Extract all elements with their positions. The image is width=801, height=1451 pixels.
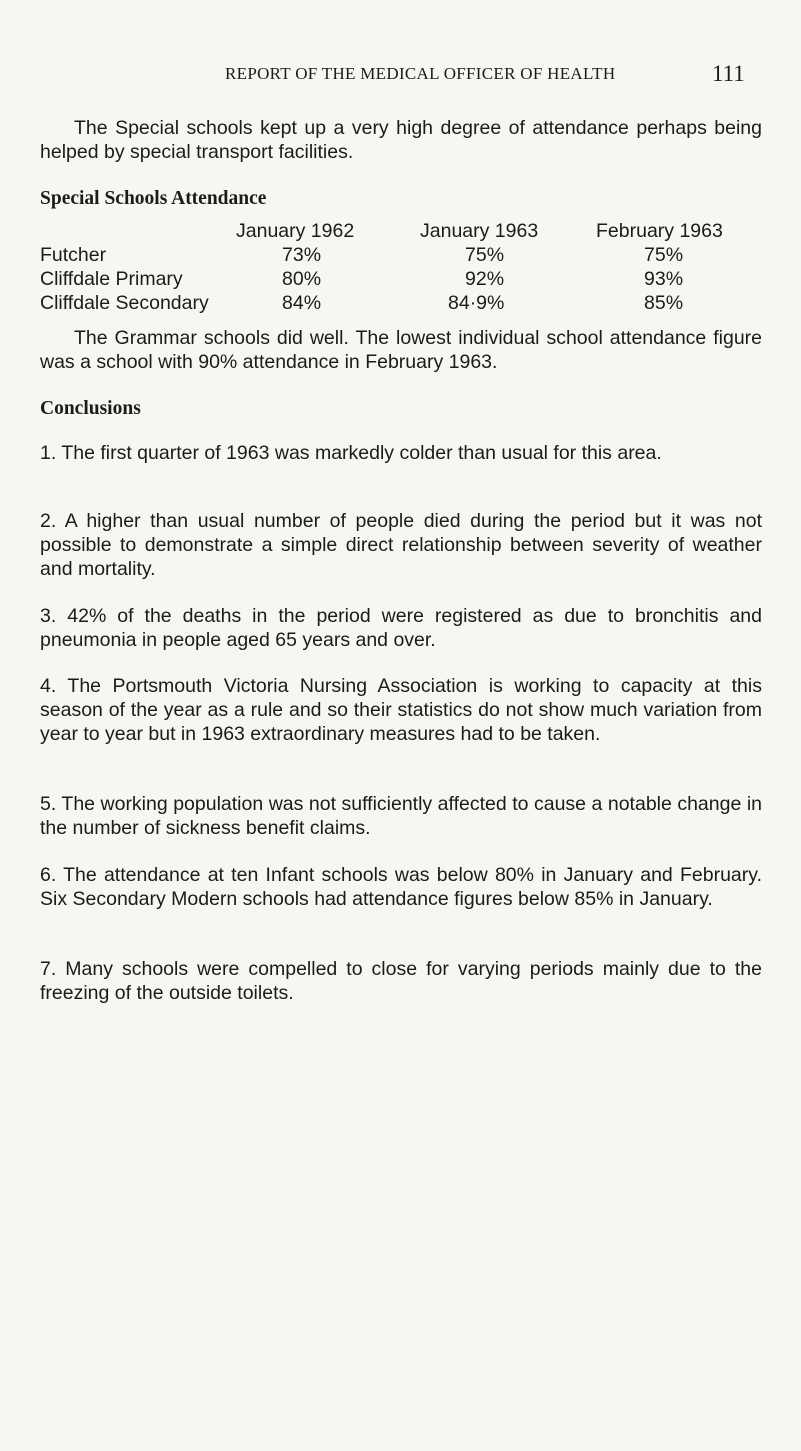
attendance-value: 75% xyxy=(644,244,684,266)
page-header xyxy=(0,61,801,94)
conclusion-item: 7. Many schools were compelled to close for varying periods mainly due to the freezing of the outside toilets. xyxy=(40,958,762,1004)
attendance-value: 80% xyxy=(282,268,322,290)
conclusion-item: 2. A higher than usual number of people died during the period but it was not possible to demonstrate a simple direct relationship between severity of weather and mortality. xyxy=(40,510,762,580)
table-row xyxy=(40,291,760,315)
conclusion-item: 1. The first quarter of 1963 was markedly colder than usual for this area. xyxy=(40,442,662,464)
page-number: 111 xyxy=(712,61,745,86)
school-name: Cliffdale Primary xyxy=(40,268,183,290)
school-name: Futcher xyxy=(40,244,107,266)
school-name: Cliffdale Secondary xyxy=(40,292,209,314)
intro-paragraph: The Special schools kept up a very high degree of attendance perhaps being helped by special transport facilities. xyxy=(40,117,762,163)
attendance-value: 75% xyxy=(465,244,505,266)
conclusion-item: 3. 42% of the deaths in the period were registered as due to bronchitis and pneumonia in people aged 65 years and over. xyxy=(40,605,762,651)
attendance-value: 84·9% xyxy=(448,292,505,314)
attendance-value: 93% xyxy=(644,268,684,290)
table-row xyxy=(40,267,760,291)
column-header: January 1963 xyxy=(420,220,539,242)
conclusion-item: 4. The Portsmouth Victoria Nursing Association is working to capacity at this season of the year as a rule and so their statistics do not show much variation from year to year but in 1963 extraordinary measures had to be taken. xyxy=(40,675,762,745)
table-row xyxy=(40,243,760,267)
column-header: February 1963 xyxy=(596,220,723,242)
conclusions-heading: Conclusions xyxy=(40,398,141,419)
attendance-value: 85% xyxy=(644,292,684,314)
conclusion-item: 5. The working population was not sufficiently affected to cause a notable change in the number of sickness benefit claims. xyxy=(40,793,762,839)
attendance-value: 92% xyxy=(465,268,505,290)
attendance-value: 73% xyxy=(282,244,322,266)
column-header: January 1962 xyxy=(236,220,355,242)
attendance-column-headers xyxy=(40,219,760,243)
report-title: REPORT OF THE MEDICAL OFFICER OF HEALTH xyxy=(225,64,616,83)
attendance-value: 84% xyxy=(282,292,322,314)
grammar-paragraph: The Grammar schools did well. The lowest individual school attendance figure was a school with 90% attendance in February 1963. xyxy=(40,327,762,373)
conclusion-item: 6. The attendance at ten Infant schools was below 80% in January and February. Six Secondary Modern schools had attendance figures below 85% in January. xyxy=(40,864,762,910)
attendance-heading: Special Schools Attendance xyxy=(40,188,267,209)
